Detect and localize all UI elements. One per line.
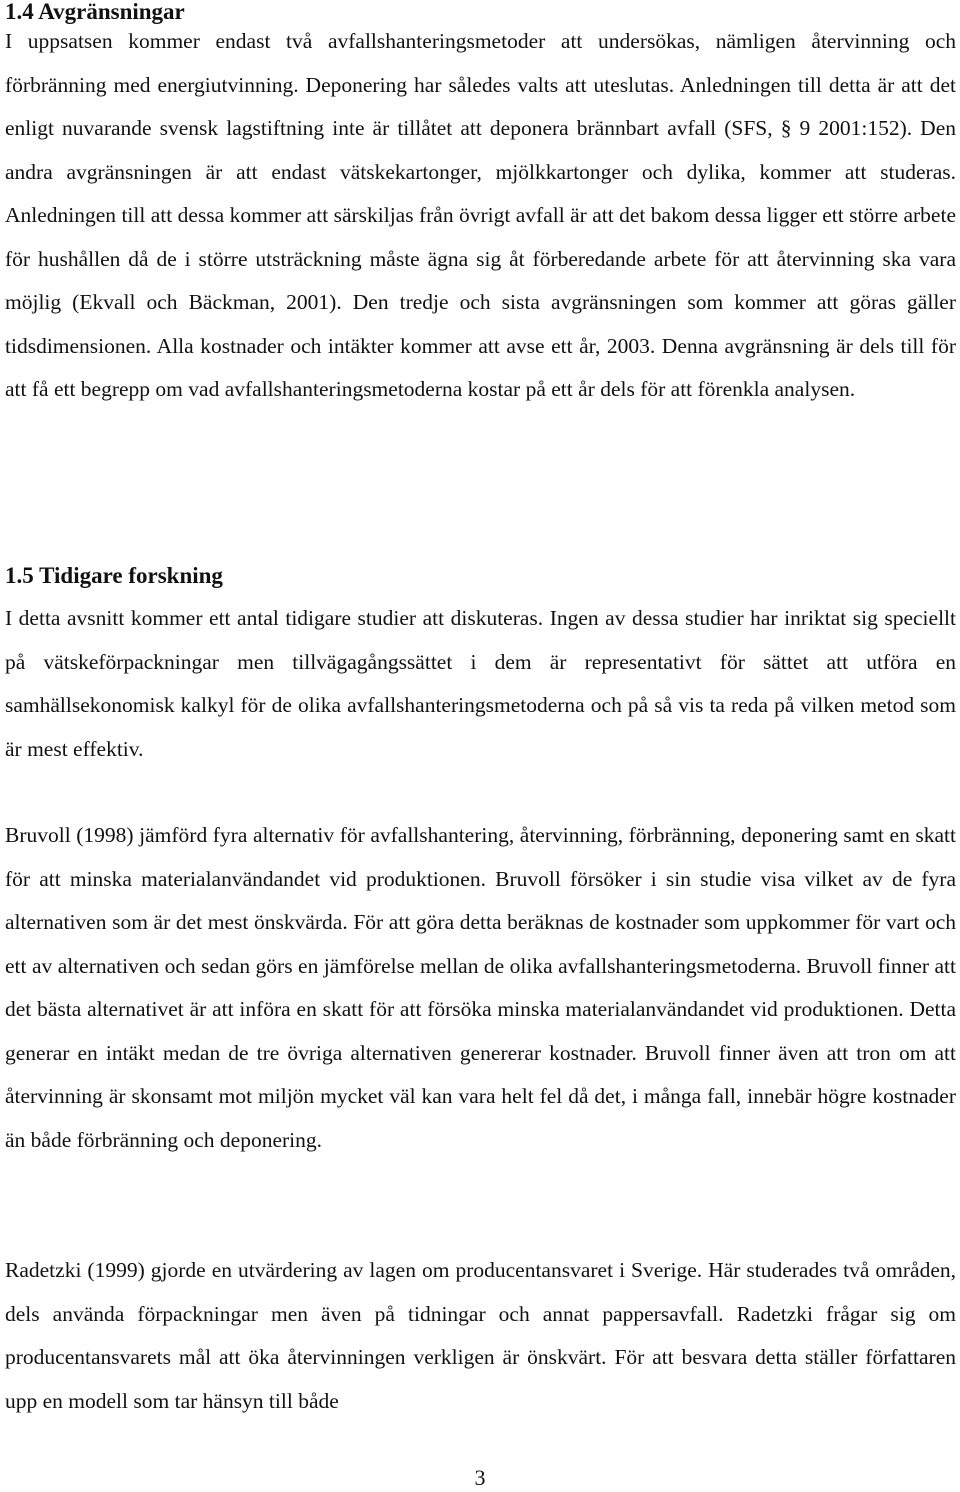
paragraph-avgransningar: I uppsatsen kommer endast två avfallshanteringsmetoder att undersökas, nämligen återvinning och förbränning med energiutvinning. Deponering har således valts att uteslutas. Anledningen till detta är att det enligt nuvarande svensk lagstiftning inte är tillåtet att deponera brännbart avfall (SFS, § 9 2001:152). Den andra avgränsningen är att endast vätskekartonger, mjölkkartonger och dylika, kommer att studeras. Anledningen till att dessa kommer att särskiljas från övrigt avfall är att det bakom dessa ligger ett större arbete för hushållen då de i större utsträckning måste ägna sig åt förberedande arbete för att återvinning ska vara möjlig (Ekvall och Bäckman, 2001). Den tredje och sista avgränsningen som kommer att göras gäller tidsdimensionen. Alla kostnader och intäkter kommer att avse ett år, 2003. Denna avgränsning är dels till för att få ett begrepp om vad avfallshanteringsmetoderna kostar på ett år dels för att förenkla analysen. <box>5 29 956 401</box>
section-heading-avgransningar: 1.4 Avgränsningar <box>5 0 185 24</box>
paragraph-intro-tidigare-forskning: I detta avsnitt kommer ett antal tidigare studier att diskuteras. Ingen av dessa studier har inriktat sig speciellt på vätskeförpackningar men tillvägagångssättet i dem är representativt för sättet att utföra en samhällsekonomisk kalkyl för de olika avfallshanteringsmetoderna och på så vis ta reda på vilken metod som är mest effektiv. <box>5 606 956 761</box>
page-number: 3 <box>474 1465 486 1490</box>
paragraph-radetzki: Radetzki (1999) gjorde en utvärdering av lagen om producentansvaret i Sverige. Här studerades två områden, dels använda förpackningar men även på tidningar och annat pappersavfall. Radetzki frågar sig om producentansvarets mål att öka återvinningen verkligen är önskvärt. För att besvara detta ställer författaren upp en modell som tar hänsyn till både <box>5 1258 956 1413</box>
paragraph-bruvoll: Bruvoll (1998) jämförd fyra alternativ för avfallshantering, återvinning, förbränning, deponering samt en skatt för att minska materialanvändandet vid produktionen. Bruvoll försöker i sin studie visa vilket av de fyra alternativen som är det mest önskvärda. För att göra detta beräknas de kostnader som uppkommer för vart och ett av alternativen och sedan görs en jämförelse mellan de olika avfallshanteringsmetoderna. Bruvoll finner att det bästa alternativet är att införa en skatt för att försöka minska materialanvändandet vid produktionen. Detta generar en intäkt medan de tre övriga alternativen genererar kostnader. Bruvoll finner även att tron om att återvinning är skonsamt mot miljön mycket väl kan vara helt fel då det, i många fall, innebär högre kostnader än både förbränning och deponering. <box>5 823 956 1152</box>
section-heading-tidigare-forskning: 1.5 Tidigare forskning <box>5 563 223 588</box>
